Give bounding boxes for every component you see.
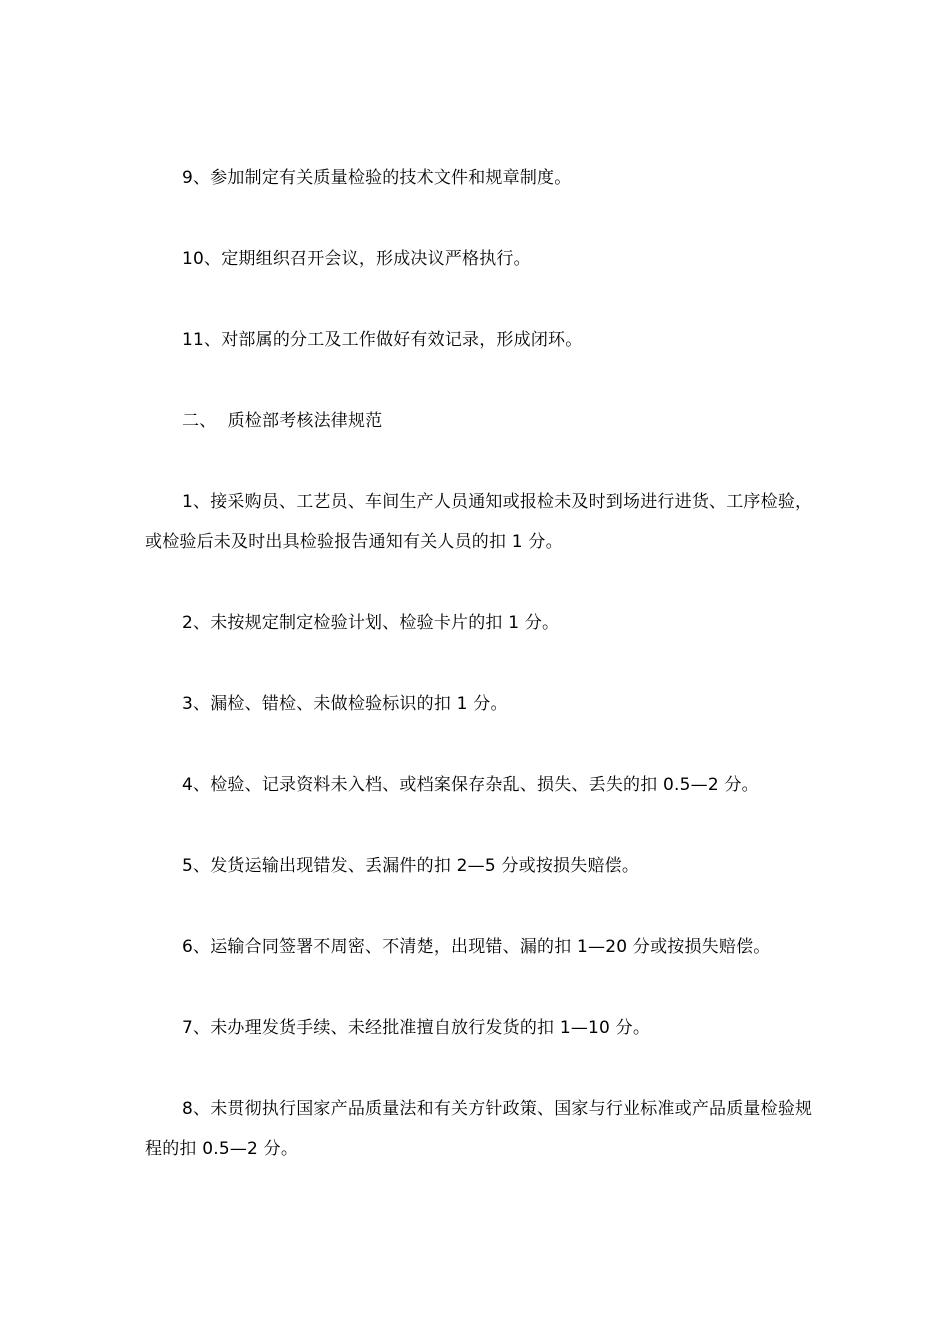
rule-item-8: 8、未贯彻执行国家产品质量法和有关方针政策、国家与行业标准或产品质量检验规程的扣 0.5—2 分。 [145,1099,813,1159]
rule-item-7: 7、未办理发货手续、未经批准擅自放行发货的扣 1—10 分。 [182,1018,651,1038]
rule-item-2: 2、未按规定制定检验计划、检验卡片的扣 1 分。 [182,613,560,633]
section-heading: 二、 质检部考核法律规范 [182,411,383,431]
paragraph-item-9: 9、参加制定有关质量检验的技术文件和规章制度。 [182,168,572,188]
rule-item-6: 6、运输合同签署不周密、不清楚，出现错、漏的扣 1—20 分或按损失赔偿。 [182,937,771,957]
rule-item-4: 4、检验、记录资料未入档、或档案保存杂乱、损失、丢失的扣 0.5—2 分。 [182,775,759,795]
paragraph-item-10: 10、定期组织召开会议，形成决议严格执行。 [182,249,531,269]
rule-item-3: 3、漏检、错检、未做检验标识的扣 1 分。 [182,694,508,714]
paragraph-item-11: 11、对部属的分工及工作做好有效记录，形成闭环。 [182,330,583,350]
rule-item-5: 5、发货运输出现错发、丢漏件的扣 2—5 分或按损失赔偿。 [182,856,640,876]
rule-item-1: 1、接采购员、工艺员、车间生产人员通知或报检未及时到场进行进货、工序检验，或检验后未及时出具检验报告通知有关人员的扣 1 分。 [145,492,813,552]
